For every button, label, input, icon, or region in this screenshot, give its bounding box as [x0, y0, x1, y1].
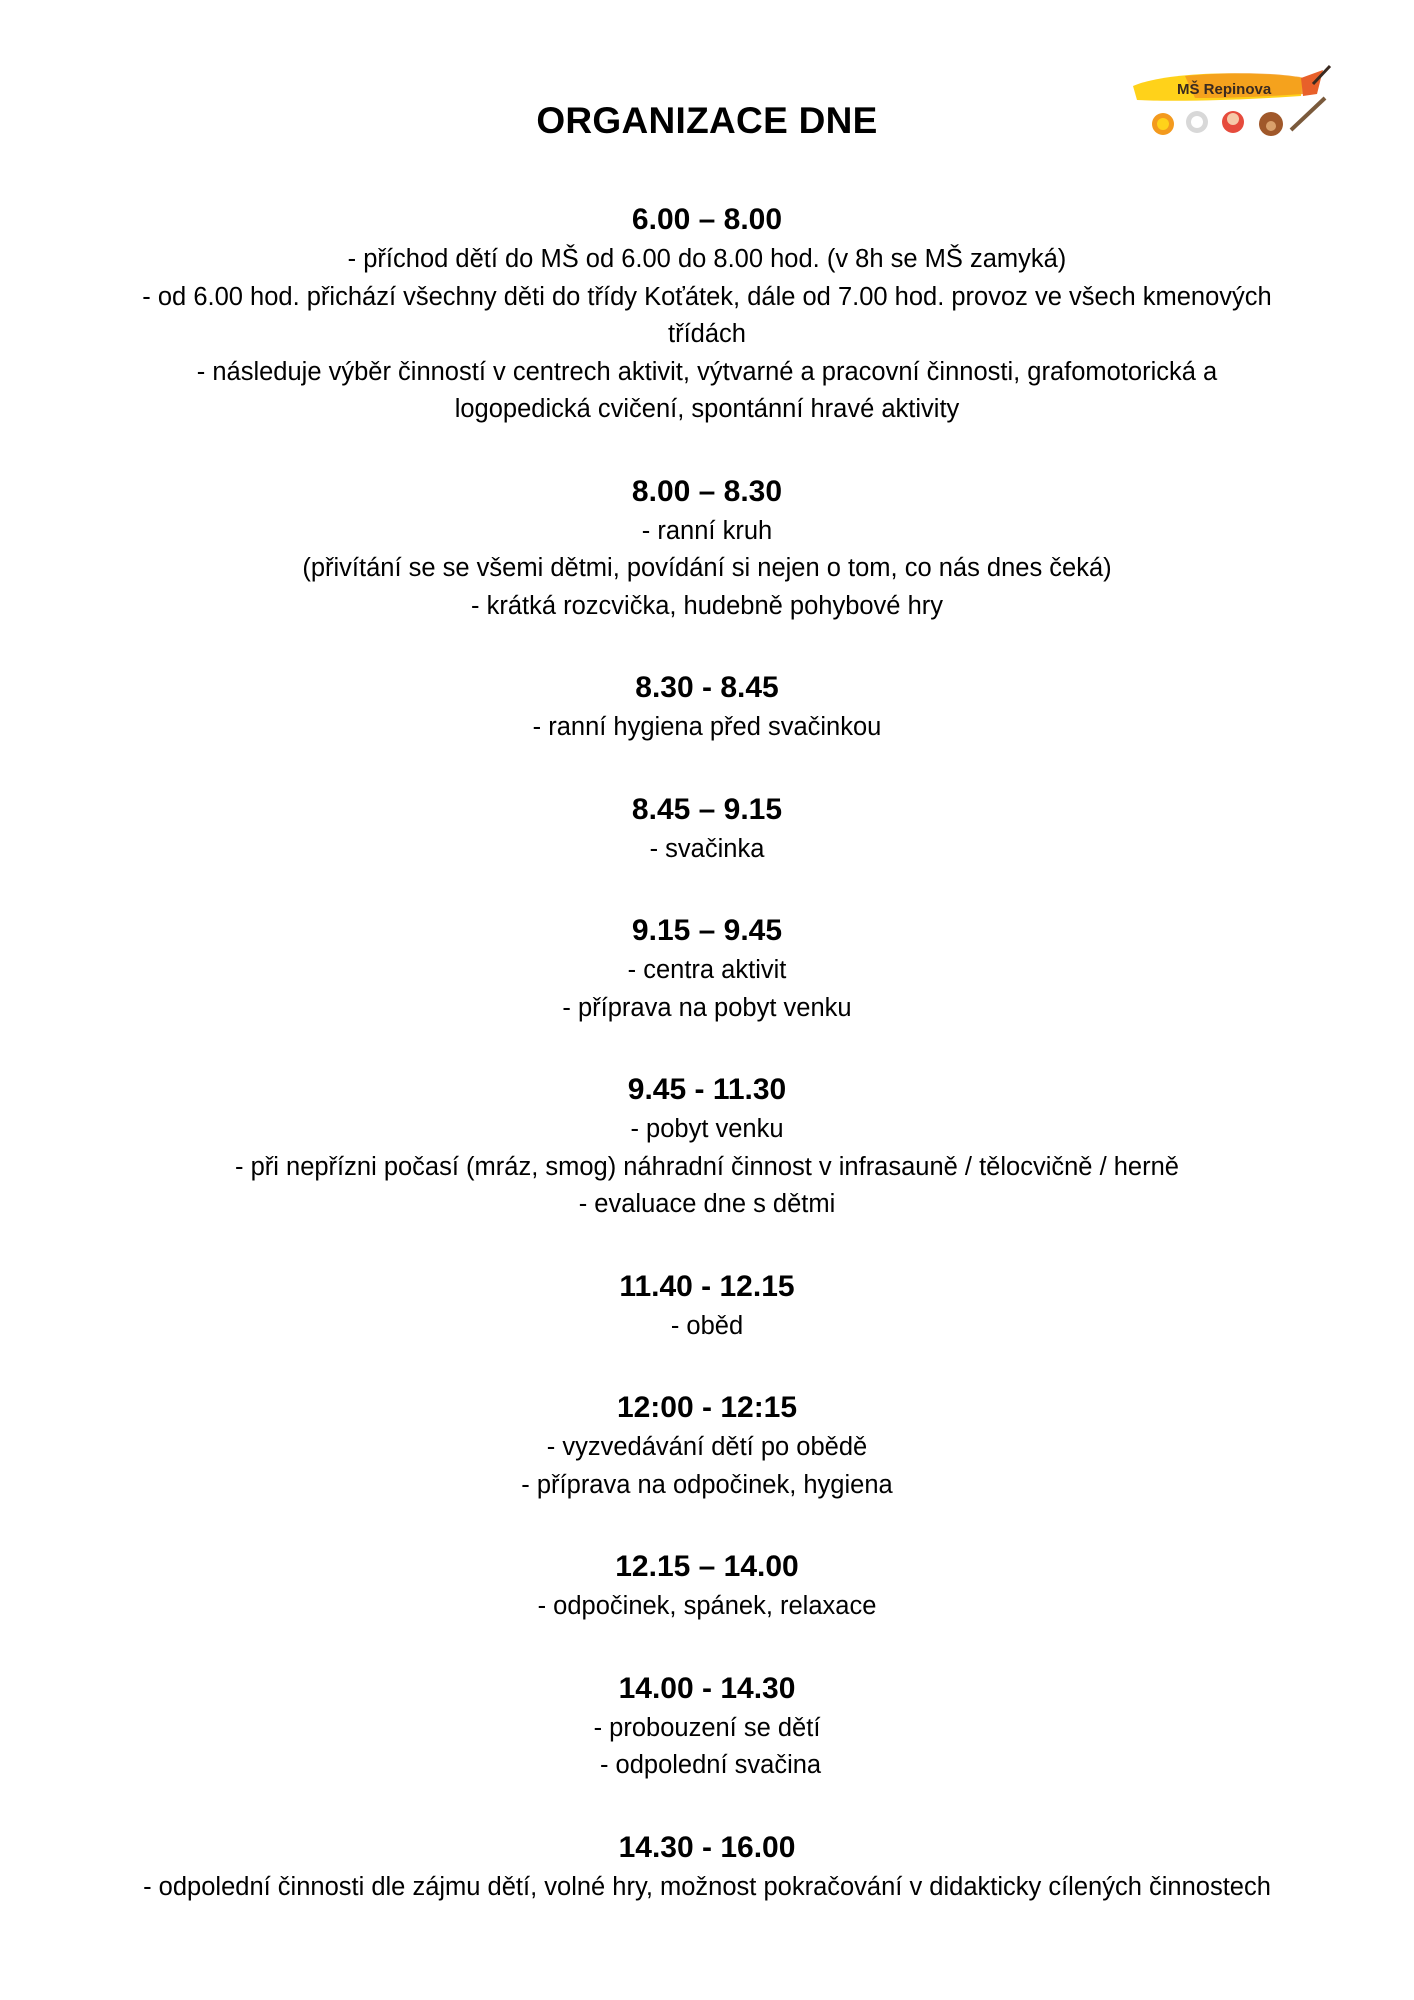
logo-label: MŠ Repinova	[1177, 81, 1272, 98]
schedule-block	[90, 1547, 1324, 1626]
time-range: 8.00 – 8.30	[631, 474, 783, 508]
schedule-block	[90, 200, 1324, 429]
schedule-block	[90, 668, 1324, 747]
time-range: 12.15 – 14.00	[615, 1550, 799, 1583]
time-range: 8.30 - 8.45	[635, 671, 779, 704]
schedule-block	[90, 1267, 1324, 1346]
school-logo	[1125, 64, 1335, 144]
activity-line: - krátká rozcvička, hudebně pohybové hry	[471, 591, 943, 620]
activity-line: - odpolední činnosti dle zájmu dětí, volné hry, možnost pokračování v didakticky cílených činnostech	[143, 1872, 1271, 1901]
time-range: 14.00 - 14.30	[618, 1671, 796, 1705]
activity-line: - odpolední svačina	[592, 1751, 822, 1779]
activity-line: - vyzvedávání dětí po obědě	[546, 1433, 868, 1461]
activity-line: třídách	[668, 320, 746, 348]
activity-line: - probouzení se dětí	[593, 1713, 821, 1742]
activity-line: - centra aktivit	[627, 956, 787, 984]
schedule-block	[90, 790, 1324, 869]
page-title: ORGANIZACE DNE	[536, 100, 878, 141]
time-range: 9.45 - 11.30	[627, 1073, 787, 1106]
daily-schedule	[90, 200, 1324, 1949]
schedule-block	[90, 1828, 1324, 1907]
activity-line: - pobyt venku	[630, 1115, 784, 1143]
activity-line: - evaluace dne s dětmi	[578, 1190, 836, 1218]
activity-line: - odpočinek, spánek, relaxace	[537, 1592, 877, 1620]
time-range: 6.00 – 8.00	[631, 203, 783, 236]
activity-line: - příprava na odpočinek, hygiena	[521, 1470, 893, 1499]
pencil-icon	[1291, 98, 1325, 130]
activity-line: - ranní hygiena před svačinkou	[532, 713, 882, 741]
schedule-block	[90, 1070, 1324, 1224]
schedule-block	[90, 472, 1324, 626]
activity-line: - ranní kruh	[641, 516, 773, 545]
time-range: 11.40 - 12.15	[619, 1269, 795, 1303]
schedule-block	[90, 1669, 1324, 1785]
activity-line: (přivítání se se všemi dětmi, povídání si nejen o tom, co nás dnes čeká)	[302, 554, 1112, 582]
schedule-block	[90, 911, 1324, 1027]
activity-line: - od 6.00 hod. přichází všechny děti do třídy Koťátek, dále od 7.00 hod. provoz ve všech kmenových	[142, 282, 1272, 311]
activity-line: - svačinka	[649, 834, 765, 863]
activity-line: - příchod dětí do MŠ od 6.00 do 8.00 hod. (v 8h se MŠ zamyká)	[347, 245, 1067, 273]
activity-line: - oběd	[670, 1311, 744, 1340]
school-logo-graphic	[1125, 64, 1335, 144]
time-range: 8.45 – 9.15	[631, 792, 783, 826]
time-range: 9.15 – 9.45	[631, 914, 783, 947]
time-range: 14.30 - 16.00	[618, 1830, 796, 1864]
schedule-block	[90, 1388, 1324, 1504]
time-range: 12:00 - 12:15	[616, 1391, 798, 1424]
activity-line: logopedická cvičení, spontánní hravé aktivity	[454, 395, 960, 423]
activity-line: - příprava na pobyt venku	[562, 993, 852, 1022]
activity-line: - následuje výběr činností v centrech aktivit, výtvarné a pracovní činnosti, grafomotorická a	[196, 357, 1218, 386]
activity-line: - při nepřízni počasí (mráz, smog) náhradní činnost v infrasauně / tělocvičně / herně	[235, 1152, 1179, 1181]
